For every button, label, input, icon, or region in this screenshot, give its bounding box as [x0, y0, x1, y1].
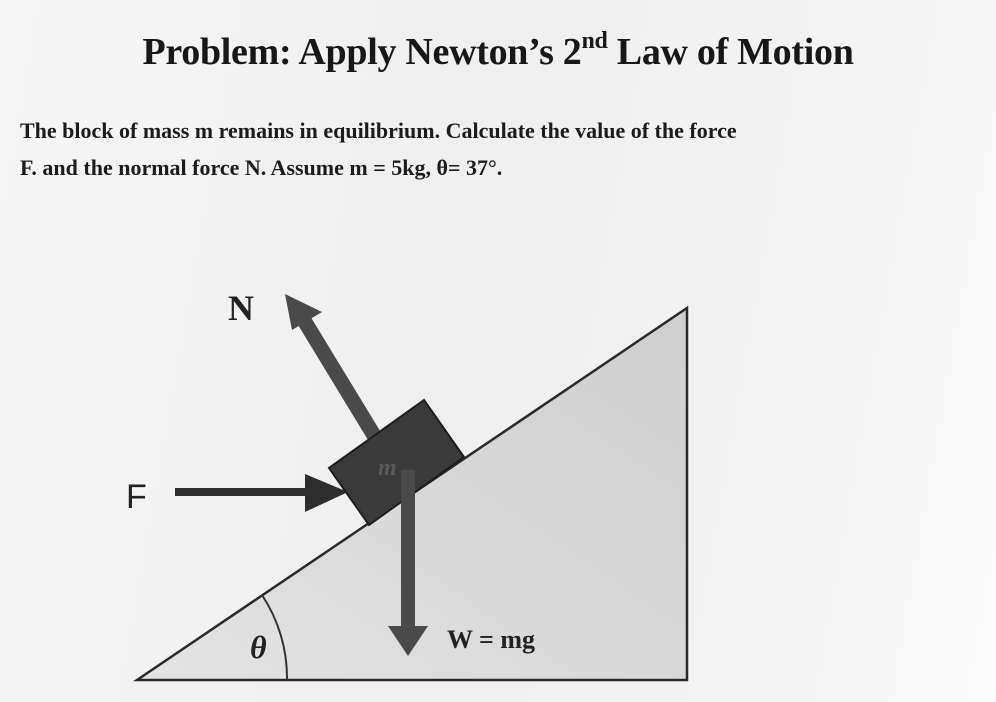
angle-label: θ: [250, 629, 267, 665]
problem-line-1: The block of mass m remains in equilibrium. Calculate the value of the force: [20, 118, 737, 143]
mass-label: m: [378, 455, 397, 481]
normal-force-arrow: [285, 294, 378, 442]
title-prefix: Problem: Apply Newton’s 2: [142, 31, 582, 73]
force-label: F: [126, 478, 147, 516]
problem-line-2: F. and the normal force N. Assume m = 5kg, θ= 37°.: [20, 155, 503, 180]
title-superscript: nd: [581, 28, 608, 54]
weight-label: W = mg: [447, 625, 536, 654]
title-suffix: Law of Motion: [607, 31, 854, 73]
applied-force-arrow: [175, 474, 348, 512]
normal-force-label: N: [228, 288, 254, 328]
